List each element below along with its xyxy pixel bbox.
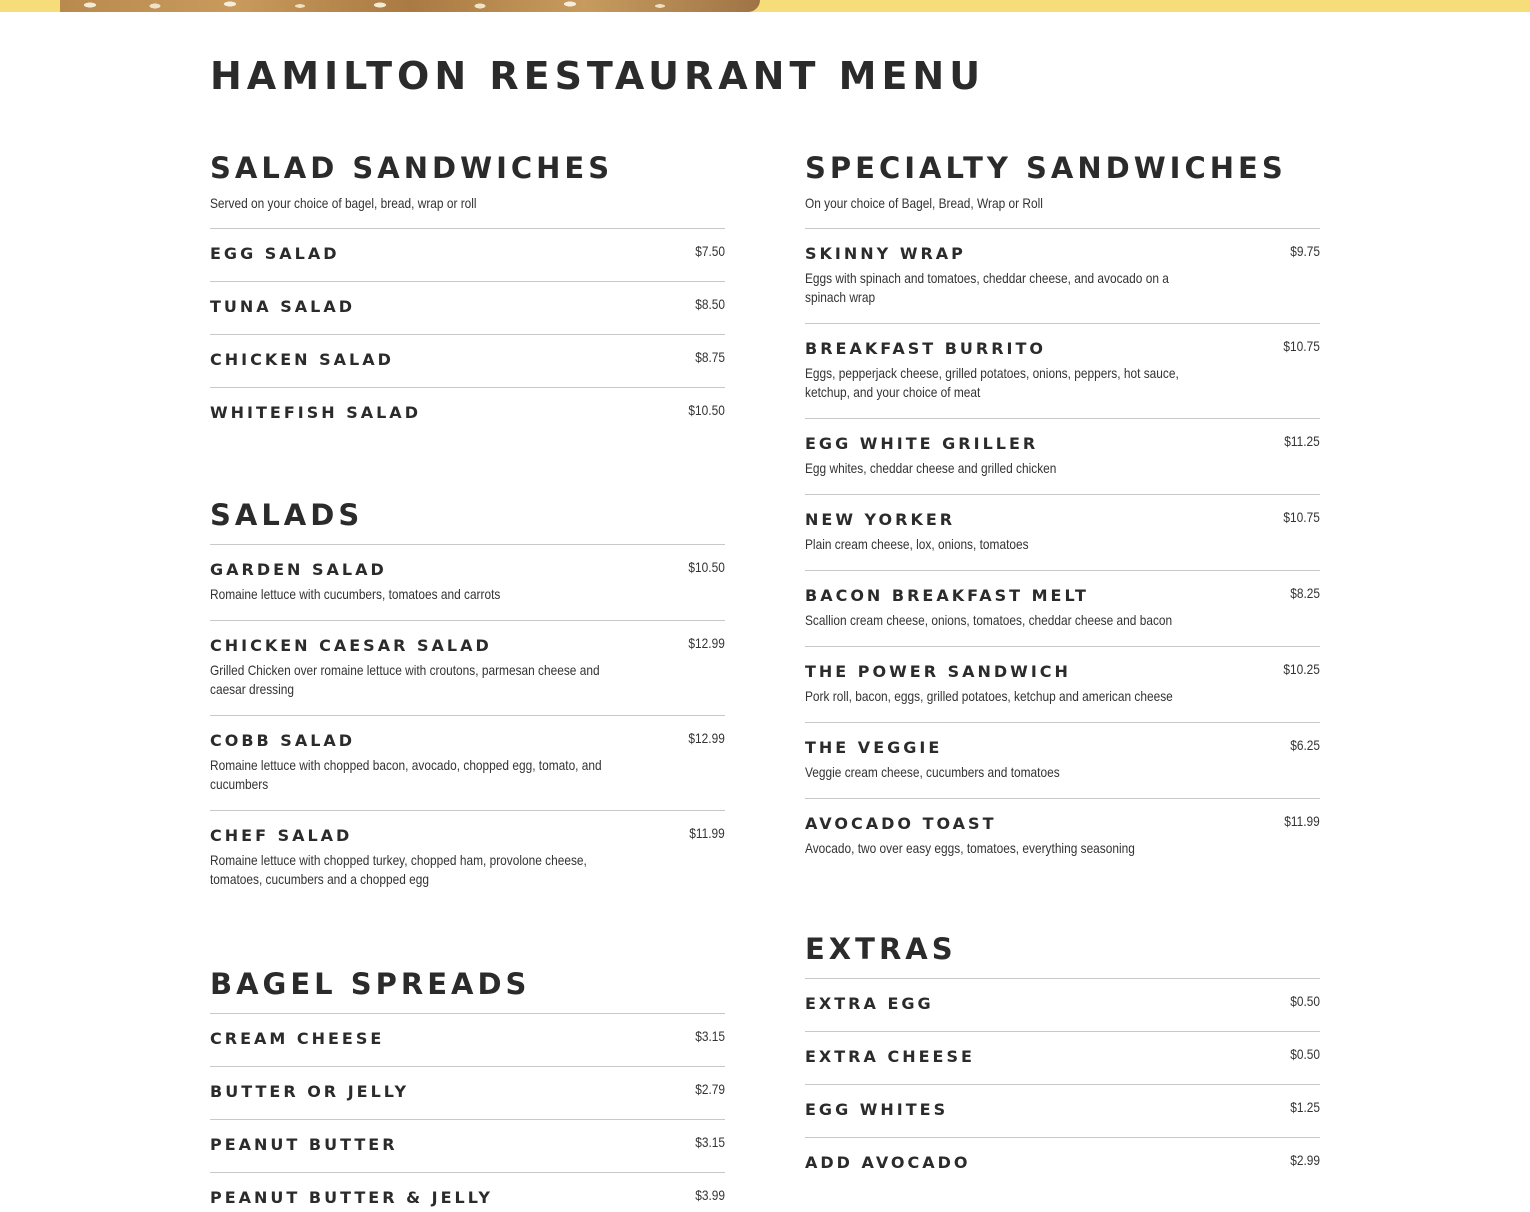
menu-item-price: $11.25 [1284,433,1320,449]
menu-item [210,715,725,810]
menu-item-name: BACON BREAKFAST MELT [805,586,1089,605]
menu-item-price: $12.99 [688,635,725,651]
section-subtitle: Served on your choice of bagel, bread, wrap or roll [210,195,477,211]
menu-item [805,978,1320,1031]
menu-item-description: Eggs, pepperjack cheese, grilled potatoes, onions, peppers, hot sauce, ketchup, and your choice of meat [805,365,1179,400]
menu-item-price: $11.99 [689,825,725,841]
page-title: HAMILTON RESTAURANT MENU [210,54,986,98]
menu-item [210,387,725,440]
section-title: SPECIALTY SANDWICHES [805,151,1287,185]
menu-item-price: $10.50 [688,559,725,575]
menu-item-name: EGG WHITE GRILLER [805,434,1039,453]
menu-item [805,323,1320,418]
menu-item [210,334,725,387]
menu-item-price: $3.15 [695,1028,725,1044]
menu-item [805,1031,1320,1084]
menu-item-price: $2.79 [695,1081,725,1097]
section-subtitle: On your choice of Bagel, Bread, Wrap or Roll [805,195,1043,211]
menu-item-price: $0.50 [1290,1046,1320,1062]
menu-item [210,620,725,715]
menu-item-price: $0.50 [1290,993,1320,1009]
menu-item-description: Veggie cream cheese, cucumbers and tomatoes [805,764,1060,780]
menu-item-price: $1.25 [1290,1099,1320,1115]
section-title: SALAD SANDWICHES [210,151,614,185]
menu-item-name: THE VEGGIE [805,738,943,757]
menu-item-name: BREAKFAST BURRITO [805,339,1047,358]
menu-item [805,1137,1320,1190]
menu-item [805,722,1320,798]
menu-item-name: AVOCADO TOAST [805,814,997,833]
menu-item-name: PEANUT BUTTER & JELLY [210,1188,493,1207]
menu-item [805,228,1320,323]
menu-item-name: BUTTER OR JELLY [210,1082,410,1101]
menu-item-description: Grilled Chicken over romaine lettuce with croutons, parmesan cheese and caesar dressing [210,662,600,697]
menu-item-price: $8.50 [695,296,725,312]
menu-item-description: Plain cream cheese, lox, onions, tomatoes [805,536,1029,552]
menu-item [805,570,1320,646]
menu-item-name: ADD AVOCADO [805,1153,971,1172]
menu-item-description: Avocado, two over easy eggs, tomatoes, everything seasoning [805,840,1135,856]
menu-item [210,1119,725,1172]
menu-item-name: TUNA SALAD [210,297,356,316]
menu-item-price: $12.99 [688,730,725,746]
menu-item-name: CHICKEN CAESAR SALAD [210,636,492,655]
menu-item-price: $8.75 [695,349,725,365]
menu-item [805,798,1320,874]
menu-item-name: EXTRA EGG [805,994,934,1013]
menu-item-price: $3.99 [695,1187,725,1203]
menu-item-name: THE POWER SANDWICH [805,662,1071,681]
menu-item-name: EGG SALAD [210,244,340,263]
menu-item-price: $10.75 [1283,509,1320,525]
menu-item-description: Eggs with spinach and tomatoes, cheddar cheese, and avocado on a spinach wrap [805,270,1169,305]
menu-item-price: $10.75 [1283,338,1320,354]
menu-item-description: Romaine lettuce with chopped bacon, avocado, chopped egg, tomato, and cucumbers [210,757,602,792]
menu-item-price: $10.25 [1283,661,1320,677]
menu-item-name: PEANUT BUTTER [210,1135,398,1154]
menu-item [210,1013,725,1066]
menu-item [805,1084,1320,1137]
menu-item-description: Romaine lettuce with chopped turkey, chopped ham, provolone cheese, tomatoes, cucumbers and a chopped egg [210,852,587,887]
menu-item-description: Egg whites, cheddar cheese and grilled chicken [805,460,1057,476]
menu-item-price: $2.99 [1290,1152,1320,1168]
menu-item-name: NEW YORKER [805,510,956,529]
menu-item [210,1066,725,1119]
menu-item-name: GARDEN SALAD [210,560,387,579]
menu-item [210,810,725,905]
section-title: SALADS [210,498,364,532]
menu-item-price: $6.25 [1290,737,1320,753]
menu-item-name: EXTRA CHEESE [805,1047,975,1066]
menu-item-description: Pork roll, bacon, eggs, grilled potatoes, ketchup and american cheese [805,688,1173,704]
menu-item-price: $9.75 [1290,243,1320,259]
menu-item-price: $8.25 [1290,585,1320,601]
section-title: EXTRAS [805,932,957,966]
section-salad-sandwiches [210,150,725,440]
section-specialty-sandwiches [805,150,1320,874]
menu-item [805,494,1320,570]
menu-item [210,1172,725,1212]
section-title: BAGEL SPREADS [210,967,531,1001]
menu-item-name: CHEF SALAD [210,826,353,845]
menu-item [805,646,1320,722]
menu-item-price: $10.50 [688,402,725,418]
menu-item-name: WHITEFISH SALAD [210,403,421,422]
menu-item [210,544,725,620]
menu-item [210,281,725,334]
menu-item-price: $3.15 [695,1134,725,1150]
menu-item-name: CREAM CHEESE [210,1029,385,1048]
menu-item-name: CHICKEN SALAD [210,350,394,369]
menu-item-description: Romaine lettuce with cucumbers, tomatoes and carrots [210,586,501,602]
section-bagel-spreads [210,966,725,1212]
menu-item-name: COBB SALAD [210,731,356,750]
menu-item-price: $7.50 [695,243,725,259]
menu-item [210,228,725,281]
header-food-image [60,0,760,12]
menu-item [805,418,1320,494]
menu-item-description: Scallion cream cheese, onions, tomatoes, cheddar cheese and bacon [805,612,1173,628]
menu-item-name: EGG WHITES [805,1100,949,1119]
section-salads [210,497,725,905]
menu-item-price: $11.99 [1284,813,1320,829]
section-extras [805,931,1320,1190]
menu-item-name: SKINNY WRAP [805,244,966,263]
